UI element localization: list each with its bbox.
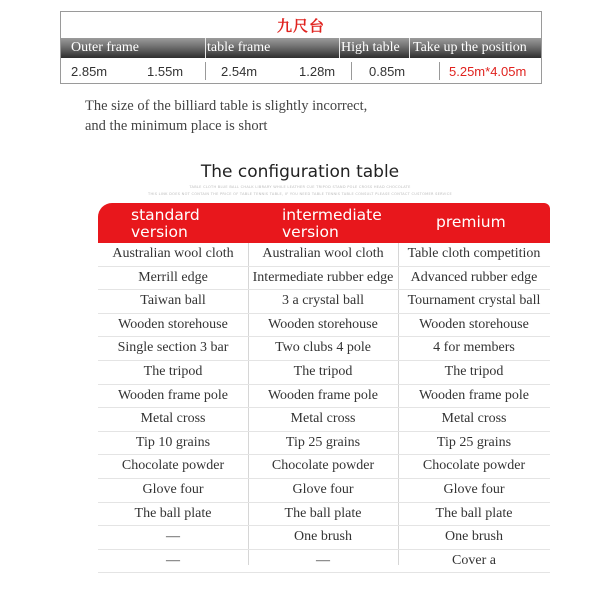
value-divider: [439, 62, 440, 80]
premium-cell: Wooden frame pole: [418, 387, 530, 403]
intermediate-cell: Two clubs 4 pole: [275, 340, 371, 356]
fine-print-line-2: THIS LINK DOES NOT CONTAIN THE PRICE OF TABLE TENNIS TABLE, IF YOU NEED TABLE TENNIS TABLE CONSULT PLEASE CONTACT CUSTOMER SERVICE: [148, 192, 452, 196]
premium-cell: Chocolate powder: [422, 458, 526, 474]
intermediate-cell: Tip 25 grains: [285, 434, 361, 450]
table-row: [98, 550, 550, 574]
table-row: [98, 243, 550, 267]
intermediate-cell: Wooden storehouse: [268, 316, 378, 332]
column-standard: standard version: [131, 206, 200, 241]
intermediate-cell: 3 a crystal ball: [281, 293, 365, 309]
table-row: [98, 455, 550, 479]
standard-cell: —: [166, 552, 180, 568]
header-divider: [409, 38, 410, 58]
standard-cell: Wooden storehouse: [118, 316, 228, 332]
position-value: 5.25m*4.05m: [449, 64, 527, 79]
standard-cell: Single section 3 bar: [117, 340, 229, 356]
column-premium: premium: [436, 213, 506, 231]
dimensions-header: [61, 38, 541, 58]
table-row: [98, 385, 550, 409]
outer-length-value: 2.85m: [71, 64, 108, 79]
configuration-title: The configuration table: [200, 162, 400, 182]
configuration-header-bar: [98, 203, 550, 243]
standard-cell: Glove four: [142, 481, 204, 497]
dimensions-title: 九尺台: [276, 17, 325, 35]
intermediate-cell: Australian wool cloth: [262, 246, 384, 261]
standard-cell: Wooden frame pole: [117, 387, 229, 403]
standard-cell: Merrill edge: [138, 269, 208, 285]
premium-cell: The tripod: [444, 363, 504, 379]
header-take-up-position: Take up the position: [413, 40, 527, 55]
configuration-table: [98, 243, 550, 573]
fine-print-line-1: TABLE CLOTH BLUE BALL CHALK LIBRARY WHILE LEATHER CUE TRIPOD STAND POLE CROSS HEAD CHOCOLATE: [189, 185, 411, 189]
premium-cell: The ball plate: [435, 505, 513, 521]
header-divider: [339, 38, 340, 58]
intermediate-cell: One brush: [294, 529, 352, 545]
premium-cell: Advanced rubber edge: [410, 269, 538, 285]
intermediate-cell: Intermediate rubber edge: [252, 269, 394, 285]
table-row: [98, 290, 550, 314]
standard-cell: Taiwan ball: [140, 293, 206, 309]
table-row: [98, 361, 550, 385]
standard-cell: Australian wool cloth: [112, 246, 234, 261]
note-line-1: The size of the billiard table is slightly incorrect,: [85, 98, 368, 114]
standard-cell: The ball plate: [134, 505, 212, 521]
premium-cell: Tournament crystal ball: [407, 293, 541, 309]
table-length-value: 2.54m: [221, 64, 258, 79]
size-note: [85, 96, 505, 136]
intermediate-cell: The ball plate: [284, 505, 362, 521]
intermediate-cell: Chocolate powder: [271, 458, 375, 474]
value-divider: [205, 62, 206, 80]
premium-cell: One brush: [445, 529, 503, 545]
premium-cell: Table cloth competition: [407, 246, 541, 261]
table-row: [98, 479, 550, 503]
note-line-2: and the minimum place is short: [85, 118, 268, 134]
table-width-value: 1.28m: [299, 64, 336, 79]
header-divider: [205, 38, 206, 58]
standard-cell: Tip 10 grains: [135, 434, 211, 450]
intermediate-cell: Wooden frame pole: [267, 387, 379, 403]
outer-width-value: 1.55m: [147, 64, 184, 79]
table-row: [98, 432, 550, 456]
table-row: [98, 314, 550, 338]
table-row: [98, 503, 550, 527]
standard-cell: —: [166, 529, 180, 545]
premium-cell: 4 for members: [433, 340, 515, 356]
header-high-table: High table: [341, 40, 400, 55]
column-intermediate: intermediate version: [282, 206, 382, 241]
intermediate-cell: Glove four: [292, 481, 354, 497]
table-row: [98, 337, 550, 361]
premium-cell: Glove four: [443, 481, 505, 497]
dimensions-table: [60, 11, 542, 84]
standard-cell: The tripod: [143, 363, 203, 379]
premium-cell: Wooden storehouse: [419, 316, 529, 332]
premium-cell: Tip 25 grains: [436, 434, 512, 450]
premium-cell: Cover a: [452, 552, 496, 568]
intermediate-cell: Metal cross: [290, 411, 356, 427]
height-value: 0.85m: [369, 64, 406, 79]
table-row: [98, 267, 550, 291]
standard-cell: Chocolate powder: [121, 458, 225, 474]
header-outer-frame: Outer frame: [71, 40, 140, 55]
table-row: [98, 408, 550, 432]
table-row: [98, 526, 550, 550]
intermediate-cell: The tripod: [293, 363, 353, 379]
value-divider: [351, 62, 352, 80]
header-table-frame: table frame: [207, 40, 271, 55]
premium-cell: Metal cross: [441, 411, 507, 427]
standard-cell: Metal cross: [140, 411, 206, 427]
intermediate-cell: —: [316, 552, 330, 568]
